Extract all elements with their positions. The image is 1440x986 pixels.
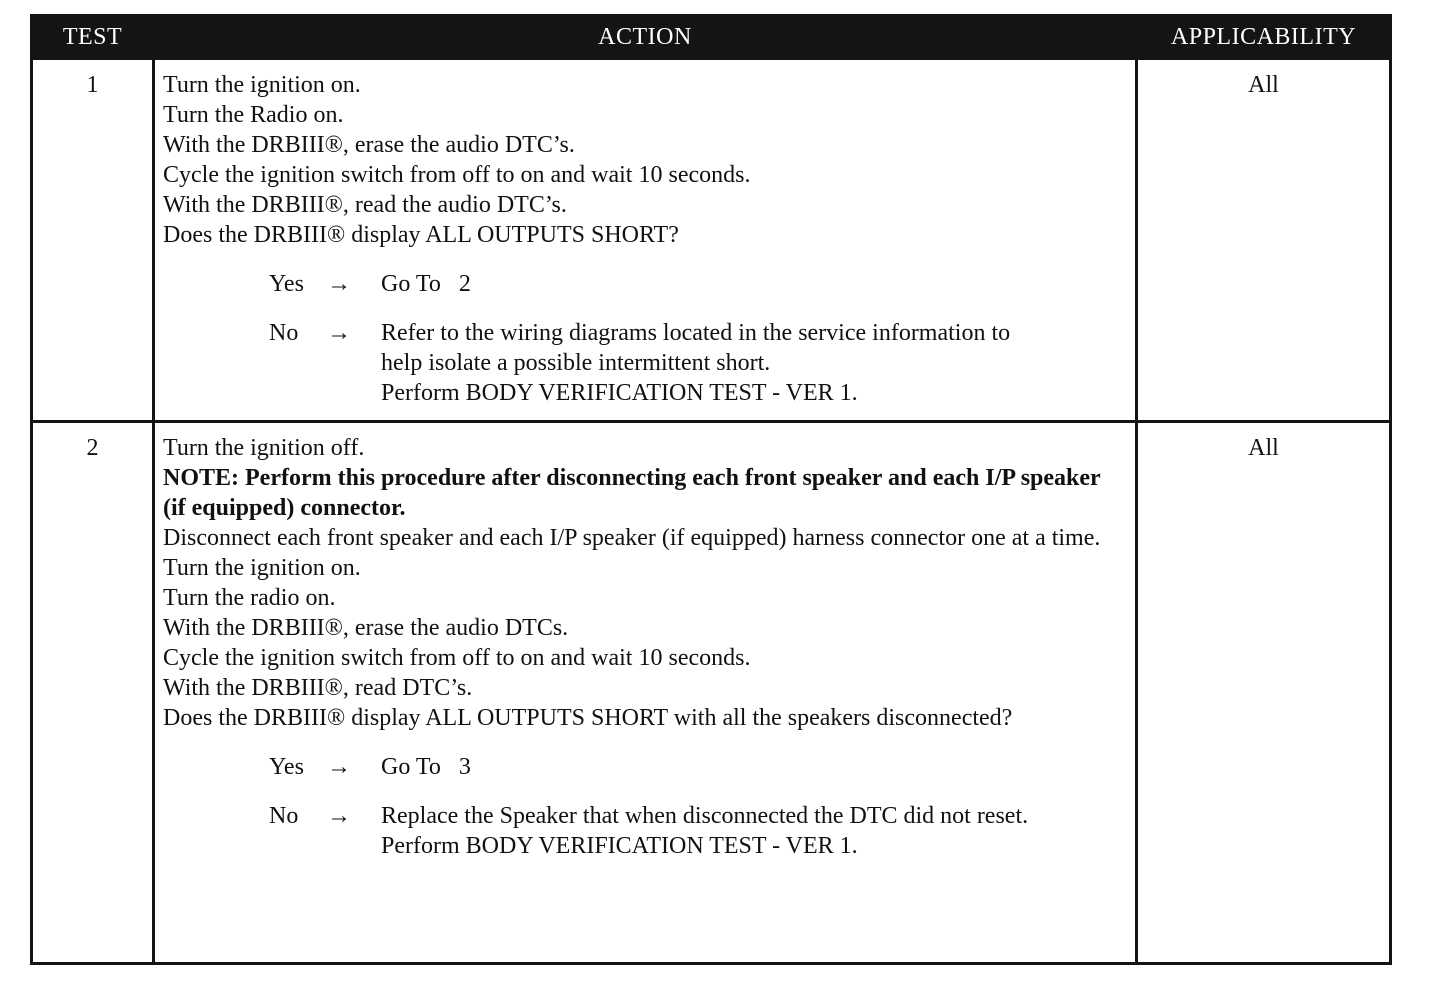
action-line: Turn the ignition on. bbox=[163, 72, 361, 98]
no-result bbox=[381, 801, 1127, 861]
header-test: TEST bbox=[32, 16, 154, 59]
right-arrow-icon: → bbox=[327, 320, 351, 346]
action-line: Cycle the ignition switch from off to on and wait 10 seconds. bbox=[163, 645, 751, 671]
no-branch bbox=[269, 318, 1127, 408]
no-result-line: Perform BODY VERIFICATION TEST - VER 1. bbox=[381, 380, 858, 406]
no-label: No bbox=[269, 803, 299, 829]
table-header-row bbox=[32, 16, 1391, 59]
no-result-line: Perform BODY VERIFICATION TEST - VER 1. bbox=[381, 833, 858, 859]
table-row-test-2 bbox=[32, 422, 1391, 964]
applicability-value: All bbox=[1137, 59, 1391, 422]
header-applicability: APPLICABILITY bbox=[1137, 16, 1391, 59]
action-line: With the DRBIII®, read the audio DTC’s. bbox=[163, 192, 567, 218]
test-number: 1 bbox=[32, 59, 154, 422]
no-result-line: Replace the Speaker that when disconnected the DTC did not reset. bbox=[381, 803, 1029, 829]
branch-list bbox=[163, 752, 1127, 861]
diagnostic-test-table bbox=[30, 14, 1392, 965]
action-line: Turn the radio on. bbox=[163, 585, 336, 611]
yes-branch bbox=[269, 752, 1127, 782]
no-branch bbox=[269, 801, 1127, 861]
yes-label: Yes bbox=[269, 271, 304, 297]
test-number: 2 bbox=[32, 422, 154, 964]
action-line: Turn the Radio on. bbox=[163, 102, 344, 128]
action-cell bbox=[154, 422, 1137, 964]
action-line: Does the DRBIII® display ALL OUTPUTS SHORT? bbox=[163, 222, 679, 248]
action-line: With the DRBIII®, erase the audio DTCs. bbox=[163, 615, 569, 641]
note-text: NOTE: Perform this procedure after disconnecting each front speaker and each I/P speaker (if equipped) connector. bbox=[163, 465, 1101, 521]
header-action: ACTION bbox=[154, 16, 1137, 59]
no-result-line: Refer to the wiring diagrams located in the service information to bbox=[381, 320, 1011, 346]
no-result bbox=[381, 318, 1127, 408]
action-cell bbox=[154, 59, 1137, 422]
action-line: With the DRBIII®, read DTC’s. bbox=[163, 675, 473, 701]
action-line: Disconnect each front speaker and each I/P speaker (if equipped) harness connector one at a time. bbox=[163, 525, 1101, 551]
yes-result: Go To 2 bbox=[381, 271, 471, 297]
right-arrow-icon: → bbox=[327, 271, 351, 297]
no-label: No bbox=[269, 320, 299, 346]
action-line: Cycle the ignition switch from off to on and wait 10 seconds. bbox=[163, 162, 751, 188]
yes-branch bbox=[269, 269, 1127, 299]
yes-result: Go To 3 bbox=[381, 754, 471, 780]
table-row-test-1 bbox=[32, 59, 1391, 422]
applicability-value: All bbox=[1137, 422, 1391, 964]
action-line: With the DRBIII®, erase the audio DTC’s. bbox=[163, 132, 575, 158]
yes-label: Yes bbox=[269, 754, 304, 780]
action-line: Turn the ignition on. bbox=[163, 555, 361, 581]
action-line: Does the DRBIII® display ALL OUTPUTS SHORT with all the speakers disconnected? bbox=[163, 705, 1013, 731]
no-result-line: help isolate a possible intermittent short. bbox=[381, 350, 771, 376]
right-arrow-icon: → bbox=[327, 803, 351, 829]
action-line: Turn the ignition off. bbox=[163, 435, 365, 461]
right-arrow-icon: → bbox=[327, 754, 351, 780]
diagnostic-test-table-page bbox=[30, 14, 1392, 965]
branch-list bbox=[163, 269, 1127, 408]
